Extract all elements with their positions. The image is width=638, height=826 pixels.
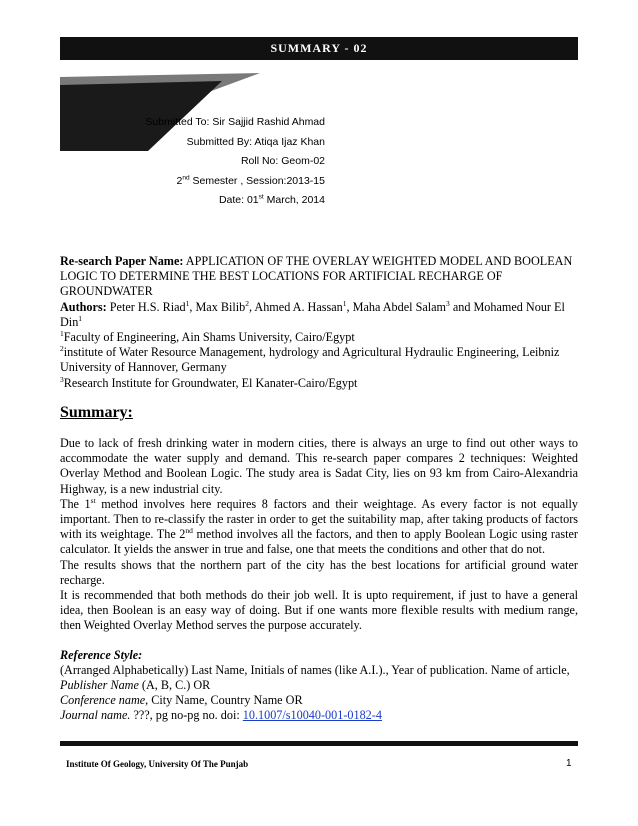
header-title: SUMMARY - 02 — [270, 41, 368, 55]
footer-rule — [60, 741, 578, 746]
summary-paragraph-3: The results shows that the northern part of the city has the best locations for artificial ground water recharge. — [60, 557, 578, 587]
reference-line-3: Journal name. ???, pg no-pg no. doi: 10.1007/s10040-001-0182-4 — [60, 708, 382, 723]
authors-line: Authors: Peter H.S. Riad$^1$, Max Bilib$^2$, Ahmed A. Hassan$^1$, Maha Abdel Salam$^3$ and Mohamed Nour El Din$^1$ — [60, 298, 565, 329]
reference-line-2: Conference name, City Name, Country Name OR — [60, 693, 303, 708]
reference-style-heading: Reference Style: — [60, 647, 143, 662]
submitted-by: Submitted By: Atiqa Ijaz Khan — [186, 135, 325, 148]
affiliation-3: $^3$Research Institute for Groundwater, El Kanater-Cairo/Egypt — [60, 374, 358, 390]
submission-block — [145, 113, 325, 211]
roll-number: Roll No: Geom-02 — [240, 155, 325, 167]
page-number: 1 — [566, 758, 572, 769]
summary-paragraph-4: It is recommended that both methods do their job well. It is upto requirement, if just to have a general idea, then Boolean is an easy way of doing. But if one wants more flexible results with medium range, then Weighted Overlay Method serves the purpose accurately. — [60, 588, 578, 633]
affiliation-1: $^1$Faculty of Engineering, Ain Shams University, Cairo/Egypt — [60, 328, 355, 345]
submitted-to: Submitted To: Sir Sajjid Rashid Ahmad — [145, 116, 325, 128]
doi-link[interactable]: 10.1007/s10040-001-0182-4 — [242, 708, 382, 723]
semester-session: 2nd Semester , Session:2013-15 — [176, 174, 325, 187]
footer-institute: Institute Of Geology, University Of The Punjab — [66, 759, 249, 769]
summary-paragraph-2: The 1st method involves here requires 8 factors and their weightage. As every factor is not equally important. Then to re-classify the raster in order to get the suitability map, after taking products of factors with its weightage. The 2nd method involves all the factors, and then to apply Boolean Logic using raster calculator. It yields the answer in true and false, one that meets the conditions and other that do not. — [60, 495, 578, 557]
header-title-bar — [60, 37, 578, 60]
reference-line-1: (Arranged Alphabetically) Last Name, Initials of names (like A.I.)., Year of publication. Name of article, Publisher Name (A, B, C.) OR — [60, 662, 570, 693]
summary-heading: Summary: — [60, 403, 133, 421]
submission-date: Date: 01st March, 2014 — [218, 193, 325, 206]
affiliation-2: $^2$institute of Water Resource Management, hydrology and Agricultural Hydraulic Engineering, Leibniz University of Hannover, Germany — [60, 344, 560, 375]
summary-paragraph-1: Due to lack of fresh drinking water in modern cities, there is always an urge to find out other ways to accommodate the water supply and demand. This re-search paper compares 2 techniques: Weighted Overlay Method and Boolean Logic. The study area is Sadat City, lies on 93 km from Cairo-Alexandria Highway, is a new industrial city. — [60, 436, 578, 496]
paper-name: Re-search Paper Name: APPLICATION OF THE OVERLAY WEIGHTED MODEL AND BOOLEAN LOGIC TO DETERMINE THE BEST LOCATIONS FOR ARTIFICIAL RECHARGE OF GROUNDWATER — [60, 254, 573, 299]
document-body — [60, 254, 578, 724]
